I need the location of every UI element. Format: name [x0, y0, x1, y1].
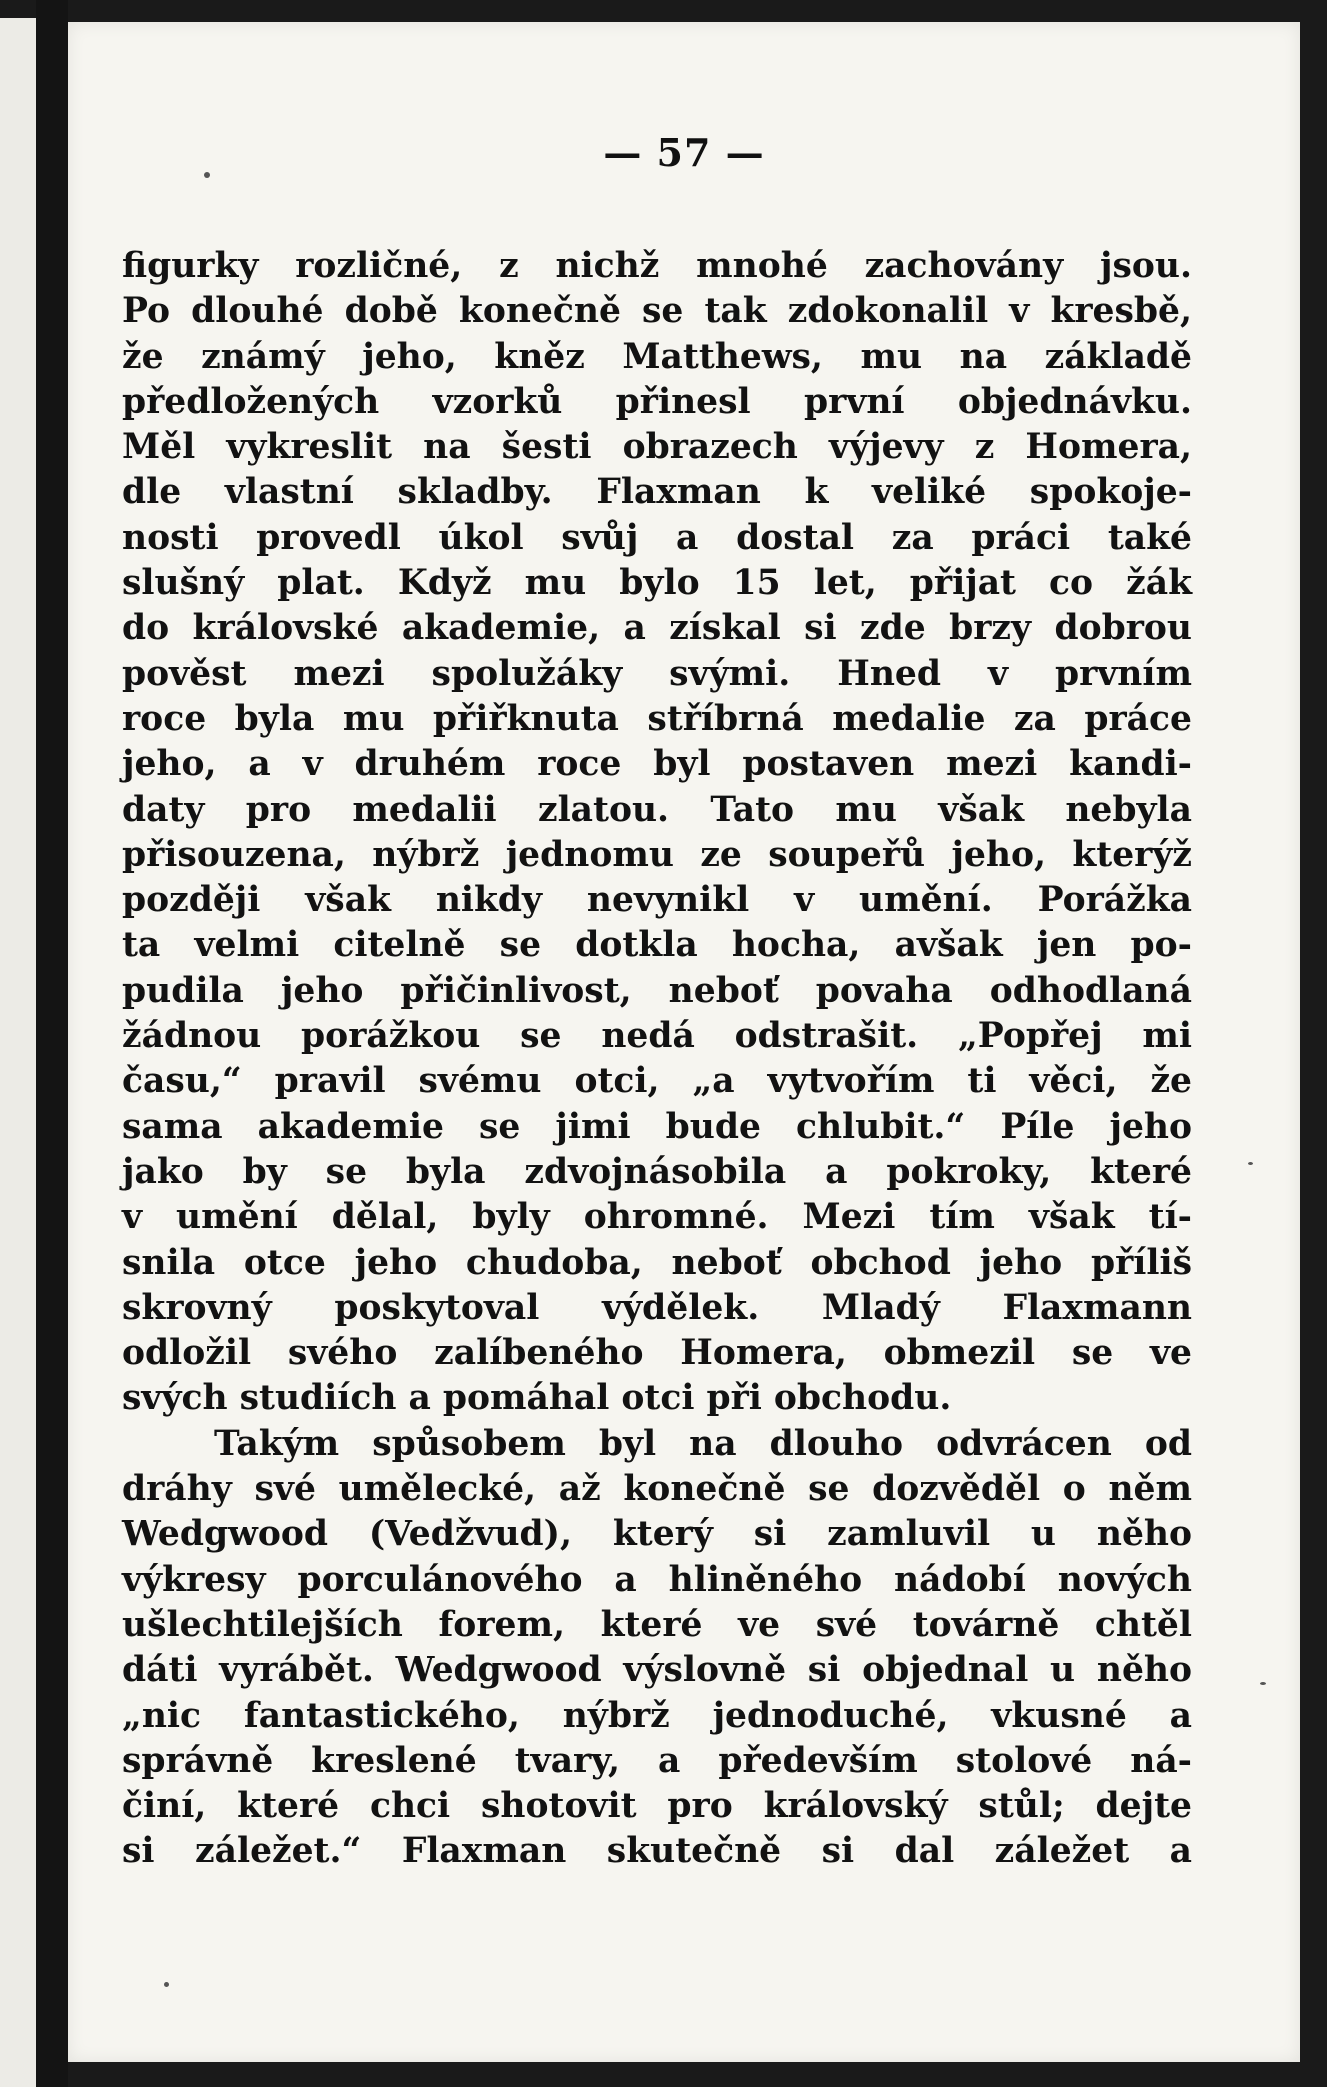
text-line: žádnou porážkou se nedá odstrašit. „Popřej mi [122, 1016, 1192, 1057]
text-line: Měl vykreslit na šesti obrazech výjevy z Homera, [122, 427, 1192, 468]
paragraph-start-line: Takým spůsobem byl na dlouho odvrácen od [214, 1423, 1192, 1464]
text-line: ta velmi citelně se dotkla hocha, avšak jen po- [122, 925, 1192, 966]
text-line: pudila jeho přičinlivost, neboť povaha odhodlaná [122, 970, 1192, 1011]
text-line: jako by se byla zdvojnásobila a pokroky, které [122, 1151, 1192, 1192]
text-line: Wedgwood (Vedžvud), který si zamluvil u něho [122, 1514, 1192, 1555]
page-sheet [68, 22, 1300, 2062]
text-line: jeho, a v druhém roce byl postaven mezi kandi- [122, 744, 1192, 785]
text-line: skrovný poskytoval výdělek. Mladý Flaxmann [122, 1287, 1192, 1328]
text-line: sama akademie se jimi bude chlubit.“ Píle jeho [122, 1106, 1192, 1147]
text-line: činí, které chci shotovit pro královský stůl; dejte [122, 1786, 1192, 1827]
text-line: dáti vyrábět. Wedgwood výslovně si objednal u něho [122, 1650, 1192, 1691]
paragraph-end-line: svých studiích a pomáhal otci při obchodu. [122, 1378, 952, 1419]
text-line: slušný plat. Když mu bylo 15 let, přijat co žák [122, 563, 1192, 604]
previous-page-edge [0, 18, 36, 2087]
text-line: správně kreslené tvary, a především stolové ná- [122, 1740, 1192, 1781]
text-line: si záležet.“ Flaxman skutečně si dal záležet a [122, 1831, 1192, 1872]
text-line: dráhy své umělecké, až konečně se dozvěděl o něm [122, 1469, 1192, 1510]
text-line: Po dlouhé době konečně se tak zdokonalil v kresbě, [122, 291, 1192, 332]
body-text [122, 244, 1192, 1875]
text-line: roce byla mu přiřknuta stříbrná medalie za práce [122, 698, 1192, 739]
text-line: „nic fantastického, nýbrž jednoduché, vkusné a [122, 1695, 1192, 1736]
text-line: výkresy porculánového a hliněného nádobí nových [122, 1559, 1192, 1600]
text-line: že známý jeho, kněz Matthews, mu na základě [122, 336, 1192, 377]
text-line: daty pro medalii zlatou. Tato mu však nebyla [122, 789, 1192, 830]
text-line: předložených vzorků přinesl první objednávku. [122, 381, 1192, 422]
text-line: přisouzena, nýbrž jednomu ze soupeřů jeho, kterýž [122, 834, 1192, 875]
text-line: dle vlastní skladby. Flaxman k veliké spokoje- [122, 472, 1192, 513]
text-line: času,“ pravil svému otci, „a vytvořím ti věci, že [122, 1061, 1192, 1102]
text-line: v umění dělal, byly ohromné. Mezi tím však tí- [122, 1197, 1192, 1238]
text-line: snila otce jeho chudoba, neboť obchod jeho příliš [122, 1242, 1192, 1283]
page-number: — 57 — [603, 130, 765, 175]
text-line: do královské akademie, a získal si zde brzy dobrou [122, 608, 1192, 649]
text-line: nosti provedl úkol svůj a dostal za práci také [122, 517, 1192, 558]
text-line: později však nikdy nevynikl v umění. Porážka [122, 880, 1192, 921]
text-line: ušlechtilejších forem, které ve své továrně chtěl [122, 1604, 1192, 1645]
text-line: figurky rozličné, z nichž mnohé zachovány jsou. [122, 246, 1192, 286]
text-line: odložil svého zalíbeného Homera, obmezil se ve [122, 1333, 1192, 1374]
text-line: pověst mezi spolužáky svými. Hned v prvním [122, 653, 1192, 694]
binding-shadow [36, 0, 68, 2087]
